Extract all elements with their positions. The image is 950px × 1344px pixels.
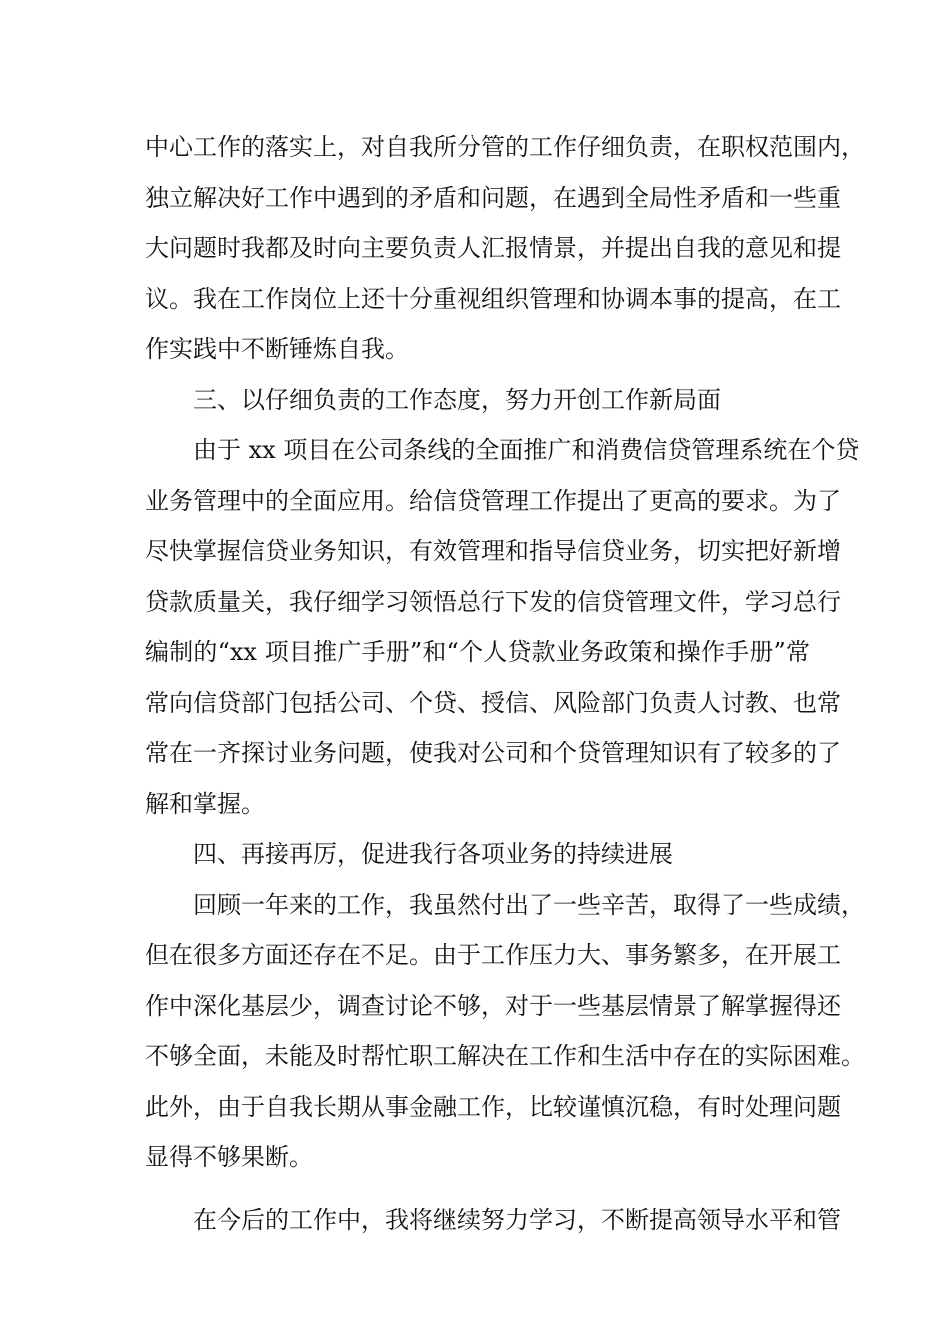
text-line: 大问题时我都及时向主要负责人汇报情景，并提出自我的意见和提 (145, 234, 841, 262)
text-line: 独立解决好工作中遇到的矛盾和问题，在遇到全局性矛盾和一些重 (145, 183, 841, 212)
text-line: 不够全面，未能及时帮忙职工解决在工作和生活中存在的实际困难。 (145, 1042, 865, 1070)
text-line: 业务管理中的全面应用。给信贷管理工作提出了更高的要求。为了 (145, 486, 841, 515)
text-line: 作中深化基层少，调查讨论不够，对于一些基层情景了解掌握得还 (145, 991, 841, 1020)
text-line: 尽快掌握信贷业务知识，有效管理和指导信贷业务，切实把好新增 (145, 537, 841, 565)
text-line: 此外，由于自我长期从事金融工作，比较谨慎沉稳，有时处理问题 (145, 1092, 841, 1121)
text-line: 作实践中不断锤炼自我。 (145, 335, 409, 363)
text-line: 在今后的工作中，我将继续努力学习，不断提高领导水平和管 (193, 1205, 841, 1234)
text-line: 解和掌握。 (145, 789, 265, 818)
text-line: 中心工作的落实上，对自我所分管的工作仔细负责，在职权范围内， (145, 133, 865, 161)
text-line: 但在很多方面还存在不足。由于工作压力大、事务繁多，在开展工 (145, 941, 841, 969)
text-line: 贷款质量关，我仔细学习领悟总行下发的信贷管理文件，学习总行 (145, 587, 841, 616)
text-line: 回顾一年来的工作，我虽然付出了一些辛苦，取得了一些成绩， (193, 890, 865, 919)
text-line: 议。我在工作岗位上还十分重视组织管理和协调本事的提高，在工 (145, 284, 841, 313)
text-line: 显得不够果断。 (145, 1143, 313, 1171)
section-heading: 三、以仔细负责的工作态度，努力开创工作新局面 (193, 385, 721, 414)
text-line: 编制的“xx 项目推广手册”和“个人贷款业务政策和操作手册”常 (145, 638, 810, 666)
paragraph-gap (145, 1183, 810, 1195)
document-body (145, 122, 865, 1245)
section-heading: 四、再接再厉，促进我行各项业务的持续进展 (193, 840, 673, 868)
text-line: 常在一齐探讨业务问题，使我对公司和个贷管理知识有了较多的了 (145, 739, 841, 767)
text-line: 常向信贷部门包括公司、个贷、授信、风险部门负责人讨教、也常 (145, 688, 841, 717)
text-line: 由于 xx 项目在公司条线的全面推广和消费信贷管理系统在个贷 (193, 436, 860, 464)
